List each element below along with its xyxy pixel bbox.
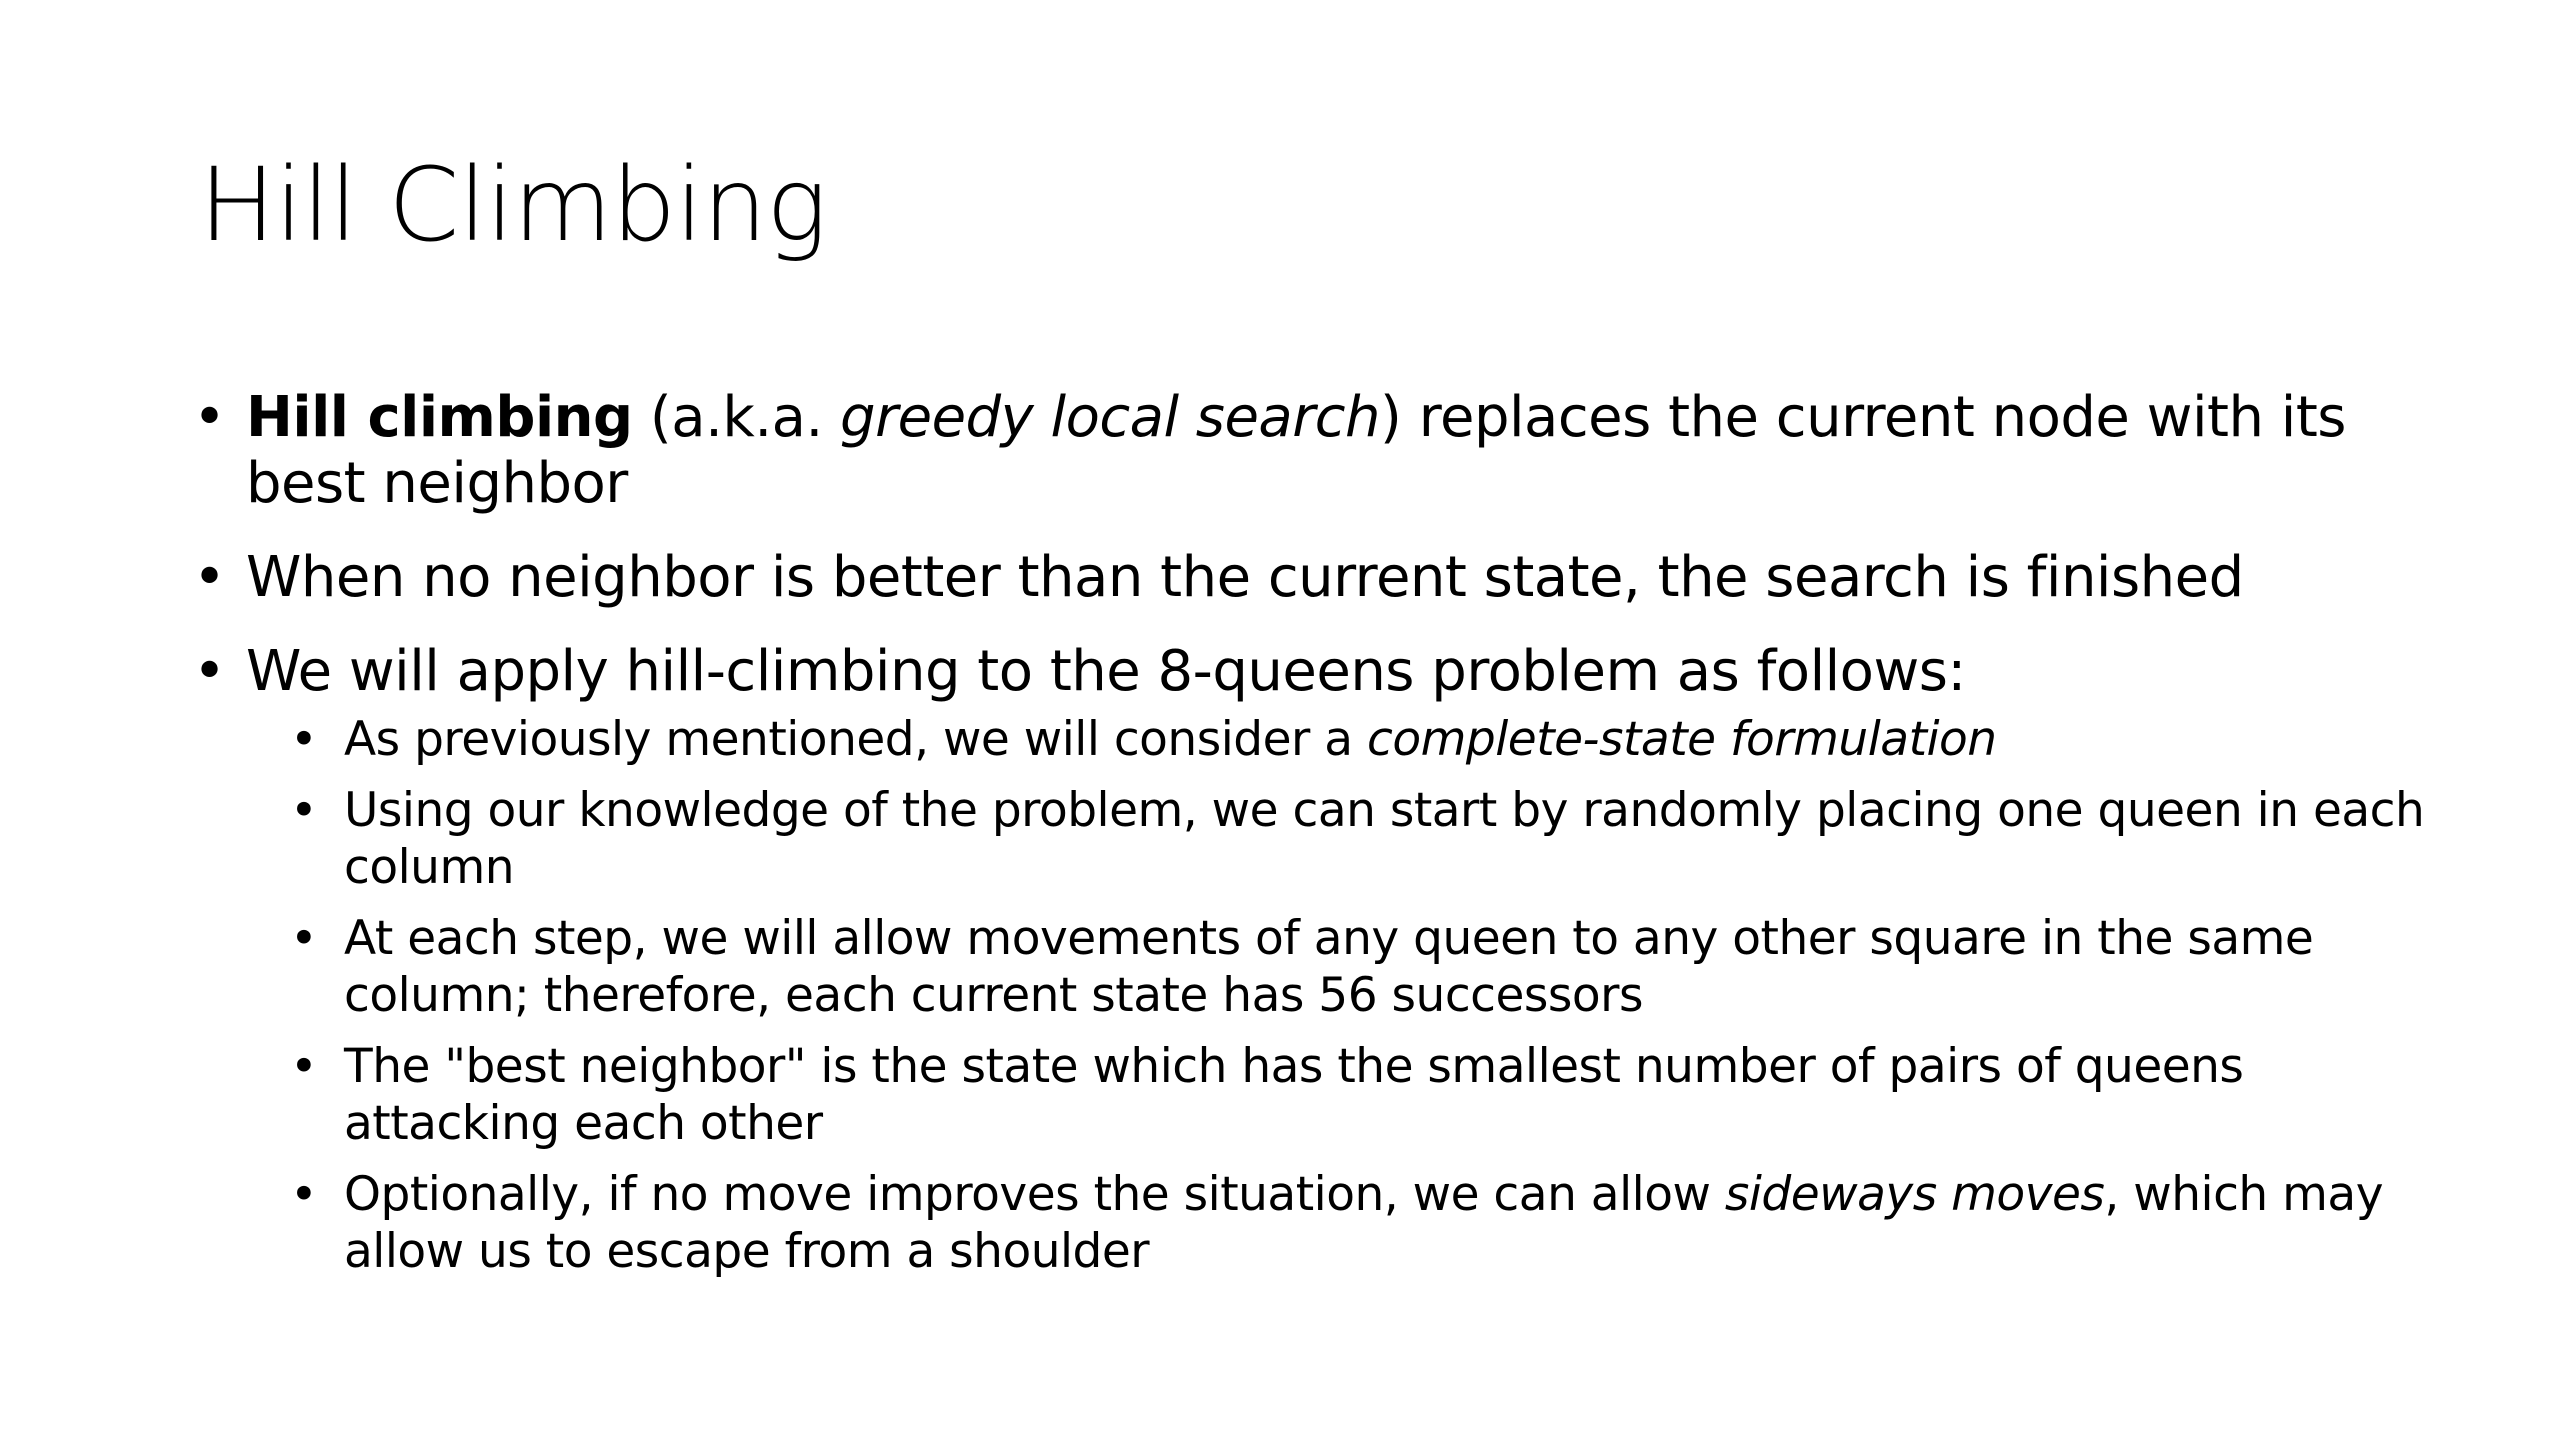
sub-bullet-complete-state <box>296 711 2439 768</box>
sub-bullet-emphasis: complete-state formulation <box>1367 712 1997 767</box>
bullet-8-queens <box>199 639 2439 1280</box>
bullet-text: ) replaces the current node with its best neighbor <box>246 385 2346 516</box>
bullet-text: (a.k.a. <box>632 385 841 450</box>
bullet-text: When no neighbor is better than the current state, the search is finished <box>246 545 2244 610</box>
bullet-search-finished <box>199 545 2439 611</box>
sub-bullet-text: At each step, we will allow movements of any queen to any other square in the same column; therefore, each current state has 56 successors <box>344 911 2314 1023</box>
sub-bullet-emphasis: sideways moves <box>1724 1167 2105 1222</box>
bullet-hill-climbing-definition <box>199 385 2439 517</box>
slide-body <box>199 385 2439 1294</box>
bullet-emphasis: greedy local search <box>840 385 1381 450</box>
sub-bullet-list <box>296 711 2439 1280</box>
sub-bullet-text: , which may allow us to escape from a shoulder <box>344 1167 2384 1279</box>
bullet-list <box>199 385 2439 1280</box>
sub-bullet-initial-placement <box>296 782 2439 896</box>
sub-bullet-text: Using our knowledge of the problem, we can start by randomly placing one queen in each column <box>344 783 2425 895</box>
bullet-text: We will apply hill-climbing to the 8-queens problem as follows: <box>246 639 1966 704</box>
sub-bullet-sideways-moves <box>296 1166 2439 1280</box>
sub-bullet-text: As previously mentioned, we will consider a <box>344 712 1368 767</box>
sub-bullet-best-neighbor <box>296 1038 2439 1152</box>
sub-bullet-text: Optionally, if no move improves the situation, we can allow <box>344 1167 1725 1222</box>
sub-bullet-successors <box>296 910 2439 1024</box>
slide-title: Hill Climbing <box>199 146 827 265</box>
sub-bullet-text: The "best neighbor" is the state which has the smallest number of pairs of queens attacking each other <box>344 1039 2244 1151</box>
bullet-term: Hill climbing <box>246 385 633 450</box>
